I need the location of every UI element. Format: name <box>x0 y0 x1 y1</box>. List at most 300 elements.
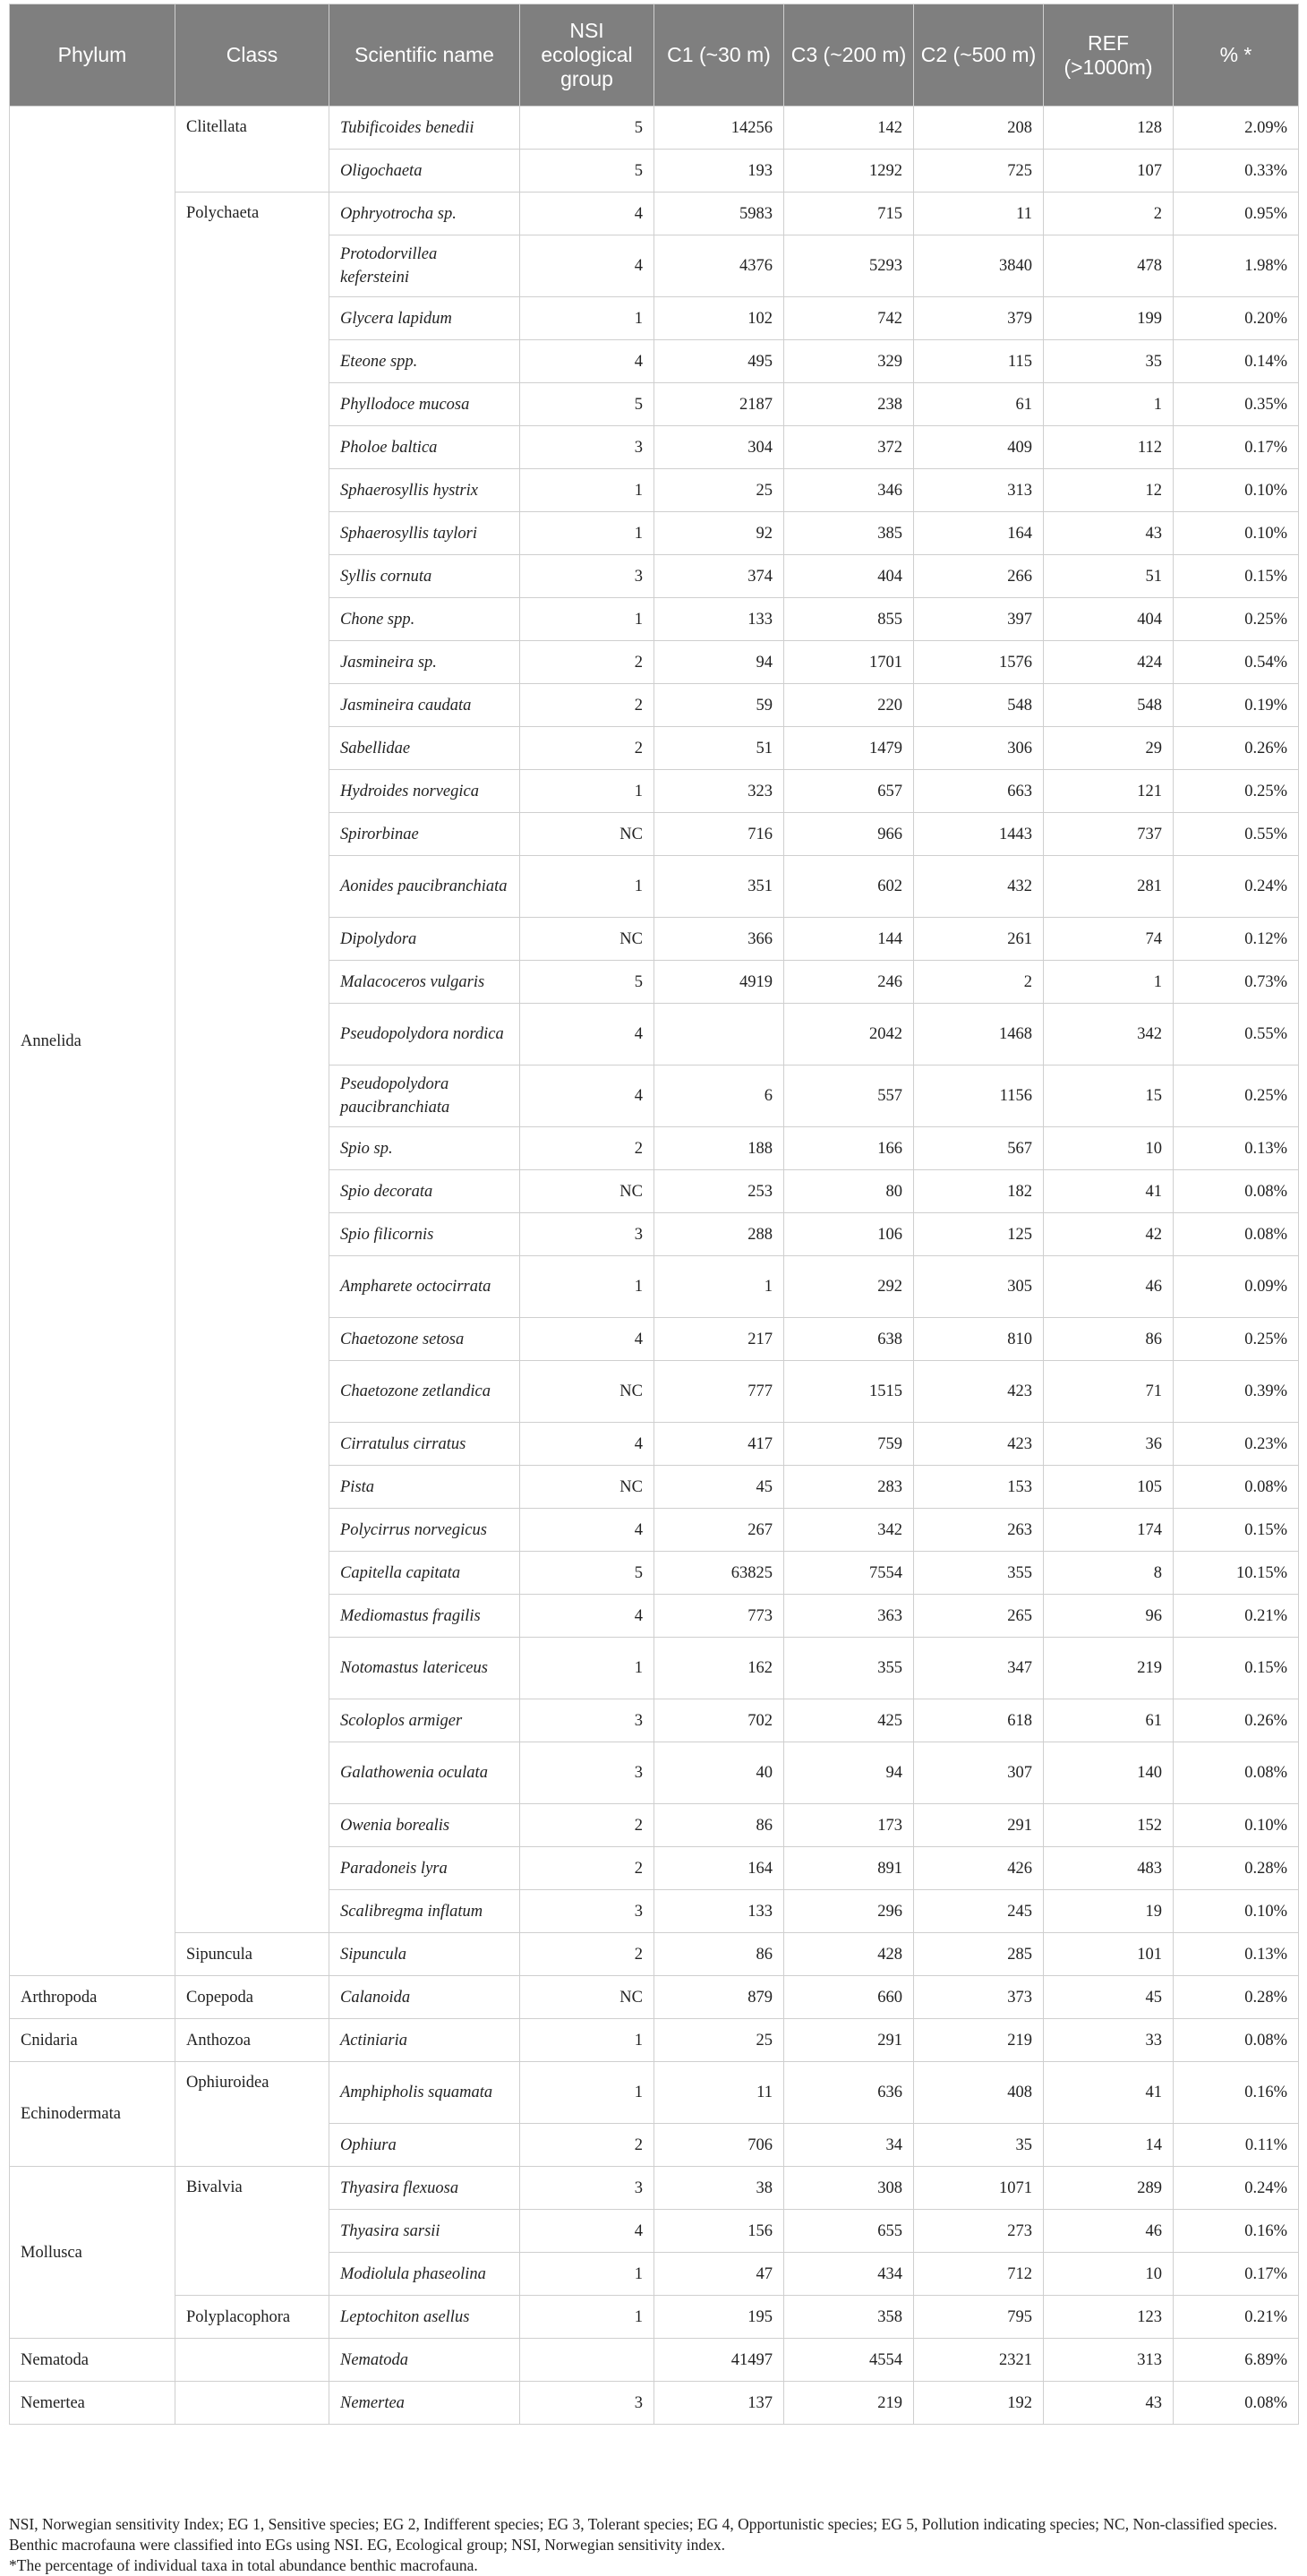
c2-count-cell: 219 <box>914 2019 1044 2062</box>
phylum-cell: Mollusca <box>10 2167 175 2339</box>
table-row <box>10 2019 1299 2062</box>
c1-count-cell: 102 <box>654 297 784 340</box>
c3-count-cell: 292 <box>784 1256 914 1318</box>
nsi-group-cell: 1 <box>520 2296 654 2339</box>
c2-count-cell: 305 <box>914 1256 1044 1318</box>
c3-count-cell: 358 <box>784 2296 914 2339</box>
c1-count-cell: 41497 <box>654 2339 784 2382</box>
c2-count-cell: 426 <box>914 1847 1044 1890</box>
c3-count-cell: 891 <box>784 1847 914 1890</box>
ref-count-cell: 121 <box>1044 770 1174 813</box>
table-row <box>10 1976 1299 2019</box>
scientific-name-cell: Notomastus latericeus <box>329 1638 520 1699</box>
percent-cell: 0.10% <box>1174 1890 1299 1933</box>
c2-count-cell: 2 <box>914 961 1044 1004</box>
scientific-name-cell: Spio sp. <box>329 1127 520 1170</box>
phylum-cell: Echinodermata <box>10 2062 175 2167</box>
percent-cell: 0.11% <box>1174 2124 1299 2167</box>
table-row <box>10 2339 1299 2382</box>
c1-count-cell: 304 <box>654 426 784 469</box>
nsi-group-cell: 2 <box>520 684 654 727</box>
scientific-name-cell: Nemertea <box>329 2382 520 2425</box>
c2-count-cell: 347 <box>914 1638 1044 1699</box>
c3-count-cell: 372 <box>784 426 914 469</box>
class-cell: Anthozoa <box>175 2019 329 2062</box>
c2-count-cell: 567 <box>914 1127 1044 1170</box>
c1-count-cell: 417 <box>654 1423 784 1466</box>
scientific-name-cell: Sphaerosyllis hystrix <box>329 469 520 512</box>
c3-count-cell: 759 <box>784 1423 914 1466</box>
ref-count-cell: 1 <box>1044 961 1174 1004</box>
ref-count-cell: 96 <box>1044 1595 1174 1638</box>
c2-count-cell: 379 <box>914 297 1044 340</box>
nsi-group-cell: 5 <box>520 383 654 426</box>
c1-count-cell: 38 <box>654 2167 784 2210</box>
class-cell: Polyplacophora <box>175 2296 329 2339</box>
c3-count-cell: 657 <box>784 770 914 813</box>
c2-count-cell: 266 <box>914 555 1044 598</box>
c1-count-cell: 323 <box>654 770 784 813</box>
c2-count-cell: 810 <box>914 1318 1044 1361</box>
scientific-name-cell: Dipolydora <box>329 918 520 961</box>
nsi-group-cell: 4 <box>520 1595 654 1638</box>
c1-count-cell: 137 <box>654 2382 784 2425</box>
scientific-name-cell: Capitella capitata <box>329 1552 520 1595</box>
percent-cell: 0.21% <box>1174 1595 1299 1638</box>
c1-count-cell: 6 <box>654 1065 784 1127</box>
percent-cell: 0.25% <box>1174 1065 1299 1127</box>
table-body <box>10 107 1299 2425</box>
class-cell: Polychaeta <box>175 193 329 1933</box>
c1-count-cell: 156 <box>654 2210 784 2253</box>
percent-cell: 0.33% <box>1174 150 1299 193</box>
scientific-name-cell: Protodorvillea kefersteini <box>329 235 520 297</box>
percent-cell: 0.25% <box>1174 770 1299 813</box>
ref-count-cell: 128 <box>1044 107 1174 150</box>
c3-count-cell: 80 <box>784 1170 914 1213</box>
percent-cell: 0.16% <box>1174 2062 1299 2124</box>
percent-cell: 0.26% <box>1174 1699 1299 1742</box>
footnote-percent-note: *The percentage of individual taxa in total abundance benthic macrofauna. <box>9 2556 478 2574</box>
c1-count-cell: 11 <box>654 2062 784 2124</box>
class-cell: Copepoda <box>175 1976 329 2019</box>
c3-count-cell: 5293 <box>784 235 914 297</box>
ref-count-cell: 424 <box>1044 641 1174 684</box>
c2-count-cell: 208 <box>914 107 1044 150</box>
nsi-group-cell: 4 <box>520 193 654 235</box>
c3-count-cell: 434 <box>784 2253 914 2296</box>
c1-count-cell: 47 <box>654 2253 784 2296</box>
scientific-name-cell: Ophiura <box>329 2124 520 2167</box>
ref-count-cell: 478 <box>1044 235 1174 297</box>
c3-count-cell: 404 <box>784 555 914 598</box>
scientific-name-cell: Jasmineira sp. <box>329 641 520 684</box>
c3-count-cell: 1515 <box>784 1361 914 1423</box>
scientific-name-cell: Glycera lapidum <box>329 297 520 340</box>
nsi-group-cell: 5 <box>520 961 654 1004</box>
nsi-group-cell: 3 <box>520 2382 654 2425</box>
percent-cell: 0.09% <box>1174 1256 1299 1318</box>
c1-count-cell: 4376 <box>654 235 784 297</box>
ref-count-cell: 29 <box>1044 727 1174 770</box>
c2-count-cell: 795 <box>914 2296 1044 2339</box>
scientific-name-cell: Modiolula phaseolina <box>329 2253 520 2296</box>
scientific-name-cell: Polycirrus norvegicus <box>329 1509 520 1552</box>
c3-count-cell: 655 <box>784 2210 914 2253</box>
c2-count-cell: 725 <box>914 150 1044 193</box>
percent-cell: 0.08% <box>1174 1742 1299 1804</box>
table-row <box>10 2296 1299 2339</box>
percent-cell: 0.15% <box>1174 1638 1299 1699</box>
c3-count-cell: 1701 <box>784 641 914 684</box>
header-c2: C2 (~500 m) <box>914 4 1044 107</box>
ref-count-cell: 548 <box>1044 684 1174 727</box>
scientific-name-cell: Scoloplos armiger <box>329 1699 520 1742</box>
percent-cell: 0.08% <box>1174 2382 1299 2425</box>
c1-count-cell: 25 <box>654 469 784 512</box>
scientific-name-cell: Spio decorata <box>329 1170 520 1213</box>
percent-cell: 0.73% <box>1174 961 1299 1004</box>
ref-count-cell: 51 <box>1044 555 1174 598</box>
c2-count-cell: 11 <box>914 193 1044 235</box>
percent-cell: 0.08% <box>1174 1213 1299 1256</box>
c1-count-cell: 4919 <box>654 961 784 1004</box>
c1-count-cell: 702 <box>654 1699 784 1742</box>
scientific-name-cell: Sphaerosyllis taylori <box>329 512 520 555</box>
class-cell <box>175 2382 329 2425</box>
nsi-group-cell: 1 <box>520 856 654 918</box>
scientific-name-cell: Jasmineira caudata <box>329 684 520 727</box>
scientific-name-cell: Oligochaeta <box>329 150 520 193</box>
ref-count-cell: 45 <box>1044 1976 1174 2019</box>
nsi-group-cell: 5 <box>520 107 654 150</box>
c1-count-cell: 217 <box>654 1318 784 1361</box>
c2-count-cell: 306 <box>914 727 1044 770</box>
table-footnote <box>9 2514 1298 2576</box>
class-cell: Sipuncula <box>175 1933 329 1976</box>
ref-count-cell: 1 <box>1044 383 1174 426</box>
percent-cell: 0.19% <box>1174 684 1299 727</box>
percent-cell: 0.10% <box>1174 512 1299 555</box>
scientific-name-cell: Leptochiton asellus <box>329 2296 520 2339</box>
nsi-group-cell: 4 <box>520 1004 654 1065</box>
ref-count-cell: 19 <box>1044 1890 1174 1933</box>
c2-count-cell: 115 <box>914 340 1044 383</box>
nsi-group-cell: 3 <box>520 426 654 469</box>
percent-cell: 0.21% <box>1174 2296 1299 2339</box>
c2-count-cell: 423 <box>914 1361 1044 1423</box>
c2-count-cell: 618 <box>914 1699 1044 1742</box>
percent-cell: 0.23% <box>1174 1423 1299 1466</box>
c3-count-cell: 219 <box>784 2382 914 2425</box>
phylum-cell: Cnidaria <box>10 2019 175 2062</box>
c3-count-cell: 385 <box>784 512 914 555</box>
ref-count-cell: 174 <box>1044 1509 1174 1552</box>
percent-cell: 0.16% <box>1174 2210 1299 2253</box>
nsi-group-cell: 3 <box>520 1742 654 1804</box>
scientific-name-cell: Pholoe baltica <box>329 426 520 469</box>
table-row <box>10 2167 1299 2210</box>
nsi-group-cell: 1 <box>520 1638 654 1699</box>
percent-cell: 0.54% <box>1174 641 1299 684</box>
percent-cell: 0.26% <box>1174 727 1299 770</box>
header-nsi-group: NSI ecological group <box>520 4 654 107</box>
nsi-group-cell: 3 <box>520 1699 654 1742</box>
scientific-name-cell: Paradoneis lyra <box>329 1847 520 1890</box>
c3-count-cell: 166 <box>784 1127 914 1170</box>
c2-count-cell: 192 <box>914 2382 1044 2425</box>
c1-count-cell: 133 <box>654 1890 784 1933</box>
scientific-name-cell: Pseudopolydora nordica <box>329 1004 520 1065</box>
nsi-group-cell: 2 <box>520 1127 654 1170</box>
c2-count-cell: 261 <box>914 918 1044 961</box>
scientific-name-cell: Eteone spp. <box>329 340 520 383</box>
ref-count-cell: 123 <box>1044 2296 1174 2339</box>
c1-count-cell: 164 <box>654 1847 784 1890</box>
scientific-name-cell: Calanoida <box>329 1976 520 2019</box>
c3-count-cell: 1479 <box>784 727 914 770</box>
percent-cell: 0.10% <box>1174 469 1299 512</box>
c2-count-cell: 265 <box>914 1595 1044 1638</box>
scientific-name-cell: Spio filicornis <box>329 1213 520 1256</box>
c3-count-cell: 144 <box>784 918 914 961</box>
nsi-group-cell: 1 <box>520 2062 654 2124</box>
ref-count-cell: 43 <box>1044 2382 1174 2425</box>
c1-count-cell: 374 <box>654 555 784 598</box>
c1-count-cell: 773 <box>654 1595 784 1638</box>
c3-count-cell: 220 <box>784 684 914 727</box>
ref-count-cell: 313 <box>1044 2339 1174 2382</box>
c2-count-cell: 3840 <box>914 235 1044 297</box>
nsi-group-cell: 4 <box>520 340 654 383</box>
ref-count-cell: 107 <box>1044 150 1174 193</box>
class-cell: Clitellata <box>175 107 329 193</box>
percent-cell: 0.28% <box>1174 1847 1299 1890</box>
nsi-group-cell: 4 <box>520 1318 654 1361</box>
c2-count-cell: 2321 <box>914 2339 1044 2382</box>
scientific-name-cell: Sipuncula <box>329 1933 520 1976</box>
c3-count-cell: 308 <box>784 2167 914 2210</box>
c2-count-cell: 291 <box>914 1804 1044 1847</box>
c2-count-cell: 1468 <box>914 1004 1044 1065</box>
nsi-group-cell: 1 <box>520 512 654 555</box>
scientific-name-cell: Chaetozone zetlandica <box>329 1361 520 1423</box>
c1-count-cell: 495 <box>654 340 784 383</box>
class-cell: Bivalvia <box>175 2167 329 2296</box>
c2-count-cell: 61 <box>914 383 1044 426</box>
scientific-name-cell: Chone spp. <box>329 598 520 641</box>
ref-count-cell: 41 <box>1044 1170 1174 1213</box>
header-row <box>10 4 1299 107</box>
ref-count-cell: 86 <box>1044 1318 1174 1361</box>
header-ref: REF (>1000m) <box>1044 4 1174 107</box>
nsi-group-cell: 4 <box>520 1423 654 1466</box>
c2-count-cell: 432 <box>914 856 1044 918</box>
c2-count-cell: 1576 <box>914 641 1044 684</box>
scientific-name-cell: Owenia borealis <box>329 1804 520 1847</box>
nsi-group-cell: 4 <box>520 1065 654 1127</box>
c2-count-cell: 35 <box>914 2124 1044 2167</box>
c1-count-cell: 366 <box>654 918 784 961</box>
c1-count-cell: 133 <box>654 598 784 641</box>
nsi-group-cell: NC <box>520 1361 654 1423</box>
percent-cell: 0.24% <box>1174 2167 1299 2210</box>
scientific-name-cell: Amphipholis squamata <box>329 2062 520 2124</box>
phylum-cell: Annelida <box>10 107 175 1976</box>
c2-count-cell: 712 <box>914 2253 1044 2296</box>
c2-count-cell: 164 <box>914 512 1044 555</box>
nsi-group-cell: 1 <box>520 2253 654 2296</box>
c3-count-cell: 173 <box>784 1804 914 1847</box>
c1-count-cell: 2187 <box>654 383 784 426</box>
c3-count-cell: 296 <box>784 1890 914 1933</box>
percent-cell: 0.10% <box>1174 1804 1299 1847</box>
c1-count-cell: 86 <box>654 1804 784 1847</box>
scientific-name-cell: Thyasira sarsii <box>329 2210 520 2253</box>
percent-cell: 0.24% <box>1174 856 1299 918</box>
header-scientific-name: Scientific name <box>329 4 520 107</box>
c1-count-cell: 63825 <box>654 1552 784 1595</box>
nsi-group-cell: NC <box>520 1976 654 2019</box>
nsi-group-cell: 1 <box>520 297 654 340</box>
scientific-name-cell: Scalibregma inflatum <box>329 1890 520 1933</box>
scientific-name-cell: Cirratulus cirratus <box>329 1423 520 1466</box>
table-row <box>10 2382 1299 2425</box>
c1-count-cell: 193 <box>654 150 784 193</box>
percent-cell: 0.13% <box>1174 1127 1299 1170</box>
nsi-group-cell: NC <box>520 1170 654 1213</box>
ref-count-cell: 199 <box>1044 297 1174 340</box>
c2-count-cell: 373 <box>914 1976 1044 2019</box>
c2-count-cell: 245 <box>914 1890 1044 1933</box>
percent-cell: 0.17% <box>1174 2253 1299 2296</box>
c3-count-cell: 855 <box>784 598 914 641</box>
c1-count-cell: 188 <box>654 1127 784 1170</box>
percent-cell: 0.20% <box>1174 297 1299 340</box>
percent-cell: 10.15% <box>1174 1552 1299 1595</box>
c1-count-cell: 253 <box>654 1170 784 1213</box>
c3-count-cell: 557 <box>784 1065 914 1127</box>
header-c3: C3 (~200 m) <box>784 4 914 107</box>
ref-count-cell: 10 <box>1044 2253 1174 2296</box>
c1-count-cell: 40 <box>654 1742 784 1804</box>
scientific-name-cell: Pista <box>329 1466 520 1509</box>
species-abundance-table <box>9 4 1299 2425</box>
c2-count-cell: 397 <box>914 598 1044 641</box>
c1-count-cell: 51 <box>654 727 784 770</box>
nsi-group-cell: 2 <box>520 641 654 684</box>
ref-count-cell: 46 <box>1044 1256 1174 1318</box>
c3-count-cell: 238 <box>784 383 914 426</box>
nsi-group-cell: 2 <box>520 727 654 770</box>
scientific-name-cell: Spirorbinae <box>329 813 520 856</box>
c3-count-cell: 2042 <box>784 1004 914 1065</box>
percent-cell: 6.89% <box>1174 2339 1299 2382</box>
phylum-cell: Arthropoda <box>10 1976 175 2019</box>
percent-cell: 0.08% <box>1174 1170 1299 1213</box>
ref-count-cell: 12 <box>1044 469 1174 512</box>
ref-count-cell: 342 <box>1044 1004 1174 1065</box>
c3-count-cell: 1292 <box>784 150 914 193</box>
table-row <box>10 193 1299 235</box>
nsi-group-cell: 5 <box>520 1552 654 1595</box>
c1-count-cell: 777 <box>654 1361 784 1423</box>
nsi-group-cell: 3 <box>520 2167 654 2210</box>
c1-count-cell: 59 <box>654 684 784 727</box>
ref-count-cell: 35 <box>1044 340 1174 383</box>
table-row <box>10 1933 1299 1976</box>
nsi-group-cell: 1 <box>520 1256 654 1318</box>
c1-count-cell: 14256 <box>654 107 784 150</box>
scientific-name-cell: Actiniaria <box>329 2019 520 2062</box>
c1-count-cell: 1 <box>654 1256 784 1318</box>
footnote-abbreviations: NSI, Norwegian sensitivity Index; EG 1, Sensitive species; EG 2, Indifferent species; EG 3, Tolerant species; EG 4, Opportunistic species; EG 5, Pollution indicating species; NC, Non-classified species. Benthic macrofauna were classified into EGs using NSI. EG, Ecological group; NSI, Norwegian sensitivity index. <box>9 2515 1277 2554</box>
percent-cell: 0.35% <box>1174 383 1299 426</box>
c1-count-cell <box>654 1004 784 1065</box>
scientific-name-cell: Chaetozone setosa <box>329 1318 520 1361</box>
ref-count-cell: 14 <box>1044 2124 1174 2167</box>
scientific-name-cell: Ampharete octocirrata <box>329 1256 520 1318</box>
nsi-group-cell: 3 <box>520 555 654 598</box>
table-row <box>10 2062 1299 2124</box>
ref-count-cell: 2 <box>1044 193 1174 235</box>
c1-count-cell: 706 <box>654 2124 784 2167</box>
header-c1: C1 (~30 m) <box>654 4 784 107</box>
header-percent: % * <box>1174 4 1299 107</box>
c3-count-cell: 346 <box>784 469 914 512</box>
c2-count-cell: 263 <box>914 1509 1044 1552</box>
c2-count-cell: 355 <box>914 1552 1044 1595</box>
c2-count-cell: 153 <box>914 1466 1044 1509</box>
scientific-name-cell: Aonides paucibranchiata <box>329 856 520 918</box>
ref-count-cell: 112 <box>1044 426 1174 469</box>
c3-count-cell: 329 <box>784 340 914 383</box>
ref-count-cell: 483 <box>1044 1847 1174 1890</box>
c1-count-cell: 94 <box>654 641 784 684</box>
c2-count-cell: 409 <box>914 426 1044 469</box>
scientific-name-cell: Syllis cornuta <box>329 555 520 598</box>
scientific-name-cell: Sabellidae <box>329 727 520 770</box>
nsi-group-cell: 4 <box>520 235 654 297</box>
c3-count-cell: 106 <box>784 1213 914 1256</box>
percent-cell: 0.55% <box>1174 813 1299 856</box>
percent-cell: 0.39% <box>1174 1361 1299 1423</box>
scientific-name-cell: Hydroides norvegica <box>329 770 520 813</box>
c3-count-cell: 355 <box>784 1638 914 1699</box>
c1-count-cell: 86 <box>654 1933 784 1976</box>
ref-count-cell: 33 <box>1044 2019 1174 2062</box>
c1-count-cell: 288 <box>654 1213 784 1256</box>
c3-count-cell: 4554 <box>784 2339 914 2382</box>
percent-cell: 0.08% <box>1174 1466 1299 1509</box>
c3-count-cell: 34 <box>784 2124 914 2167</box>
c3-count-cell: 283 <box>784 1466 914 1509</box>
c2-count-cell: 273 <box>914 2210 1044 2253</box>
c2-count-cell: 1443 <box>914 813 1044 856</box>
c3-count-cell: 291 <box>784 2019 914 2062</box>
ref-count-cell: 281 <box>1044 856 1174 918</box>
c3-count-cell: 742 <box>784 297 914 340</box>
ref-count-cell: 61 <box>1044 1699 1174 1742</box>
c3-count-cell: 715 <box>784 193 914 235</box>
percent-cell: 0.15% <box>1174 1509 1299 1552</box>
scientific-name-cell: Galathowenia oculata <box>329 1742 520 1804</box>
nsi-group-cell: 4 <box>520 2210 654 2253</box>
ref-count-cell: 74 <box>1044 918 1174 961</box>
phylum-cell: Nemertea <box>10 2382 175 2425</box>
c2-count-cell: 285 <box>914 1933 1044 1976</box>
percent-cell: 0.95% <box>1174 193 1299 235</box>
